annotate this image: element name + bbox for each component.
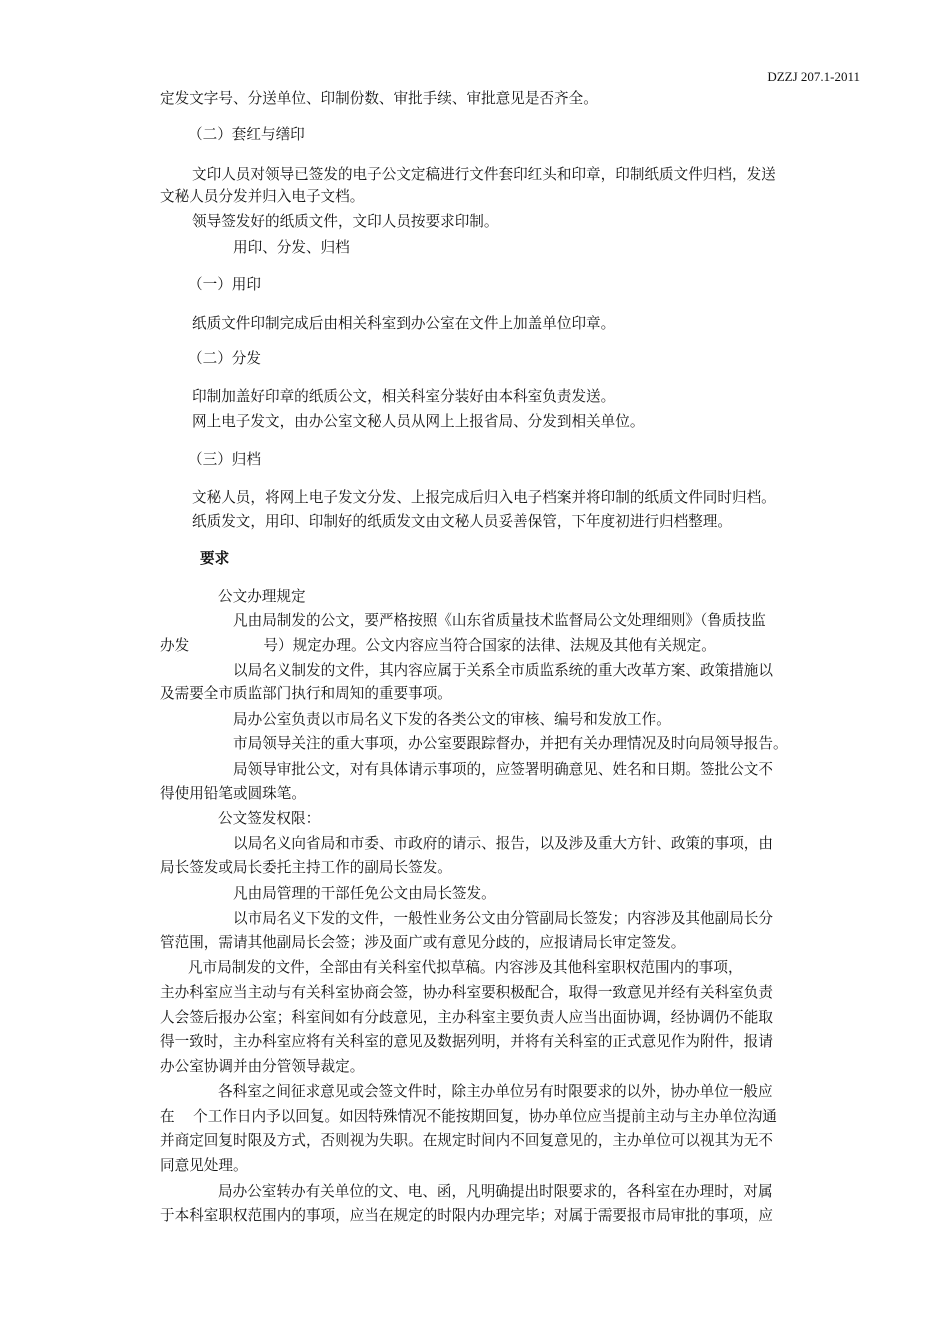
text-line: 在 个工作日内予以回复。如因特殊情况不能按期回复，协办单位应当提前主动与主办单位沟通 bbox=[160, 1108, 777, 1125]
text-line: 纸质文件印制完成后由相关科室到办公室在文件上加盖单位印章。 bbox=[192, 315, 616, 332]
text-line: 人会签后报办公室；科室间如有分歧意见，主办科室主要负责人应当出面协调，经协调仍不能取 bbox=[160, 1009, 773, 1026]
section-heading: （二）套红与缮印 bbox=[188, 126, 305, 143]
text-line: 各科室之间征求意见或会签文件时，除主办单位另有时限要求的以外，协办单位一般应 bbox=[218, 1083, 773, 1100]
text-line: 凡由局管理的干部任免公文由局长签发。 bbox=[233, 885, 496, 902]
text-line: 以局名义向省局和市委、市政府的请示、报告，以及涉及重大方针、政策的事项，由 bbox=[233, 835, 773, 852]
section-heading: （三）归档 bbox=[188, 451, 261, 468]
text-line: 定发文字号、分送单位、印制份数、审批手续、审批意见是否齐全。 bbox=[160, 90, 598, 107]
text-line: 局办公室转办有关单位的文、电、函，凡明确提出时限要求的，各科室在办理时，对属 bbox=[218, 1183, 773, 1200]
text-line: 局领导审批公文，对有具体请示事项的，应签署明确意见、姓名和日期。签批公文不 bbox=[233, 761, 773, 778]
text-line: 管范围，需请其他副局长会签；涉及面广或有意见分歧的，应报请局长审定签发。 bbox=[160, 934, 686, 951]
text-line: 市局领导关注的重大事项，办公室要跟踪督办，并把有关办理情况及时向局领导报告。 bbox=[233, 735, 788, 752]
section-heading: 公文签发权限： bbox=[218, 810, 321, 827]
text-line: 办公室协调并由分管领导裁定。 bbox=[160, 1058, 365, 1075]
text-line: 局办公室负责以市局名义下发的各类公文的审核、编号和发放工作。 bbox=[233, 711, 671, 728]
text-line: 领导签发好的纸质文件，文印人员按要求印制。 bbox=[192, 213, 499, 230]
text-line: 及需要全市质监部门执行和周知的重要事项。 bbox=[160, 685, 452, 702]
text-line: 得使用铅笔或圆珠笔。 bbox=[160, 785, 306, 802]
text-line: 文秘人员分发并归入电子文档。 bbox=[160, 188, 365, 205]
text-line: 得一致时，主办科室应将有关科室的意见及数据列明，并将有关科室的正式意见作为附件，报请 bbox=[160, 1033, 773, 1050]
text-line: 以局名义制发的文件，其内容应属于关系全市质监系统的重大改革方案、政策措施以 bbox=[233, 662, 773, 679]
text-line: 以市局名义下发的文件，一般性业务公文由分管副局长签发；内容涉及其他副局长分 bbox=[233, 910, 773, 927]
section-heading: 用印、分发、归档 bbox=[233, 239, 350, 256]
text-line: 文印人员对领导已签发的电子公文定稿进行文件套印红头和印章，印制纸质文件归档，发送 bbox=[192, 166, 776, 183]
text-line: 同意见处理。 bbox=[160, 1157, 248, 1174]
text-line: 纸质发文，用印、印制好的纸质发文由文秘人员妥善保管，下年度初进行归档整理。 bbox=[192, 513, 732, 530]
section-heading: （二）分发 bbox=[188, 350, 261, 367]
text-line: 网上电子发文，由办公室文秘人员从网上上报省局、分发到相关单位。 bbox=[192, 413, 645, 430]
text-line: 于本科室职权范围内的事项，应当在规定的时限内办理完毕；对属于需要报市局审批的事项，应 bbox=[160, 1207, 773, 1224]
text-line: 办发 号）规定办理。公文内容应当符合国家的法律、法规及其他有关规定。 bbox=[160, 637, 716, 654]
chapter-heading: 要求 bbox=[200, 550, 230, 567]
text-line: 主办科室应当主动与有关科室协商会签，协办科室要积极配合，取得一致意见并经有关科室负责 bbox=[160, 984, 773, 1001]
text-line: 凡市局制发的文件，全部由有关科室代拟草稿。内容涉及其他科室职权范围内的事项， bbox=[188, 959, 743, 976]
text-line: 凡由局制发的公文，要严格按照《山东省质量技术监督局公文处理细则》（鲁质技监 bbox=[233, 612, 766, 629]
text-line: 印制加盖好印章的纸质公文，相关科室分装好由本科室负责发送。 bbox=[192, 388, 616, 405]
text-line: 局长签发或局长委托主持工作的副局长签发。 bbox=[160, 859, 452, 876]
document-code-header: DZZJ 207.1-2011 bbox=[767, 69, 860, 84]
text-line: 文秘人员，将网上电子发文分发、上报完成后归入电子档案并将印制的纸质文件同时归档。 bbox=[192, 489, 776, 506]
text-line: 并商定回复时限及方式，否则视为失职。在规定时间内不回复意见的，主办单位可以视其为无不 bbox=[160, 1132, 773, 1149]
section-heading: 公文办理规定 bbox=[218, 588, 306, 605]
section-heading: （一）用印 bbox=[188, 276, 261, 293]
